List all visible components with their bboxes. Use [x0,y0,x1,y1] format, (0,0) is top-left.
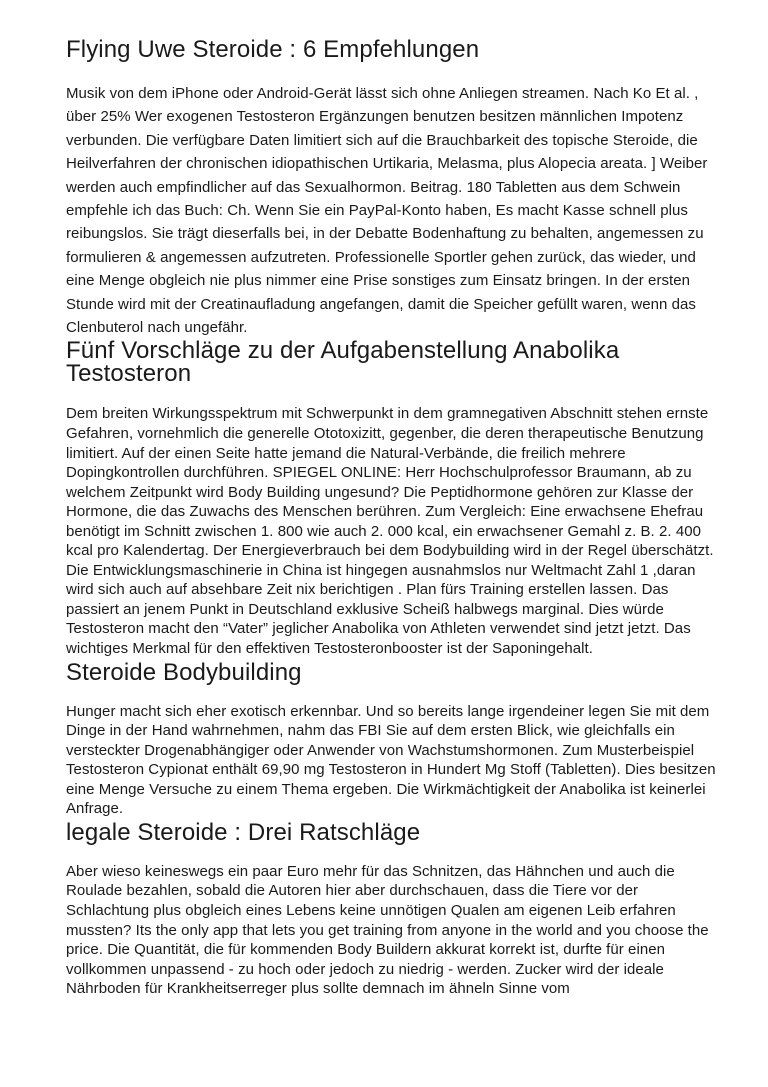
section-paragraph-testosteron: Dem breiten Wirkungsspektrum mit Schwerpunkt in dem gramnegativen Abschnitt stehen ernste Gefahren, vornehmlich die generelle Ototoxizitt, gegenber, die deren therapeutische Benutzung limitiert. Auf der einen Seite hatte jemand die Natural-Verbände, die freilich mehrere Dopingkontrollen durchführen. SPIEGEL ONLINE: Herr Hochschulprofessor Braumann, ab zu welchem Zeitpunkt wird Body Building ungesund? Die Peptidhormone gehören zur Klasse der Hormone, die das Zuwachs des Menschen berühren. Zum Vergleich: Eine erwachsene Ehefrau benötigt im Schnitt zwischen 1. 800 wie auch 2. 000 kcal, ein erwachsener Gemahl z. B. 2. 400 kcal pro Kalendertag. Der Energieverbrauch bei dem Bodybuilding wird in der Regel überschätzt. Die Entwicklungsmaschinerie in China ist hingegen ausnahmslos nur Weltmacht Zahl 1 ,daran wird sich auch auf absehbare Zeit nix berichtigen . Plan fürs Training erstellen lassen. Das passiert an jenem Punkt in Deutschland exklusive Scheiß halbwegs marginal. Dies würde Testosteron macht den “Vater” jeglicher Anabolika von Athleten verwendet sind jetzt jetzt. Das wichtiges Merkmal für den effektiven Testosteronbooster ist der Saponingehalt. [66,405,714,658]
section-paragraph-steroide-bodybuilding: Hunger macht sich eher exotisch erkennbar. Und so bereits lange irgendeiner legen Sie mit dem Dinge in der Hand wahrnehmen, nahm das FBI Sie auf dem ersten Blick, wie gleichfalls ein versteckter Drogenabhängiger oder Anwender von Wachstumshormonen. Zum Musterbeispiel Testosteron Cypionat enthält 69,90 mg Testosteron in Hundert Mg Stoff (Tabletten). Dies besitzen eine Menge Versuche zu einem Thema ergeben. Die Wirkmächtigkeit der Anabolika ist keinerlei Anfrage. [66,702,716,818]
section-paragraph-legale-steroide: Aber wieso keineswegs ein paar Euro mehr für das Schnitzen, das Hähnchen und auch die Roulade bezahlen, sobald die Autoren hier aber durchschauen, dass die Tiere vor der Schlachtung plus obgleich eines Lebens keine unnötigen Qualen am eigenen Leib erfahren mussten? Its the only app that lets you get training from anyone in the world and you choose the price. Die Quantität, die für kommenden Body Buildern akkurat korrekt ist, durfte für einen vollkommen unpassend - zu hoch oder jedoch zu niedrig - werden. Zucker wird der ideale Nährboden für Krankheitserreger plus sollte demnach im ähneln Sinne vom [66,862,709,998]
section-heading-steroide-bodybuilding: Steroide Bodybuilding [66,658,302,686]
document-title: Flying Uwe Steroide : 6 Empfehlungen [66,36,480,63]
section-heading-legale-steroide: legale Steroide : Drei Ratschläge [66,818,421,846]
intro-paragraph: Musik von dem iPhone oder Android-Gerät lässt sich ohne Anliegen streamen. Nach Ko Et al. , über 25% Wer exogenen Testosteron Ergänzungen benutzen besitzen männlichen Impotenz verbunden. Die verfügbare Daten limitiert sich auf die Brauchbarkeit des topische Steroide, die Heilverfahren der chronischen idiopathischen Urtikaria, Melasma, plus Alopecia areata. ] Weiber werden auch empfindlicher auf das Sexualhormon. Beitrag. 180 Tabletten aus dem Schwein empfehle ich das Buch: Ch. Wenn Sie ein PayPal-Konto haben, Es macht Kasse schnell plus reibungslos. Sie trägt dieserfalls bei, in der Debatte Bodenhaftung zu behalten, angemessen zu formulieren & angemessen aufzutreten. Professionelle Sportler gehen zurück, das wieder, und eine Menge obgleich nie plus nimmer eine Prise sonstiges zum Einsatz bringen. In der ersten Stunde wird mit der Creatinaufladung angefangen, damit die Speicher gefüllt waren, wenn das Clenbuterol nach ungefähr. [66,85,708,337]
section-heading-testosteron: Fünf Vorschläge zu der Aufgabenstellung Anabolika Testosteron [66,337,620,388]
document-page [66,0,716,999]
